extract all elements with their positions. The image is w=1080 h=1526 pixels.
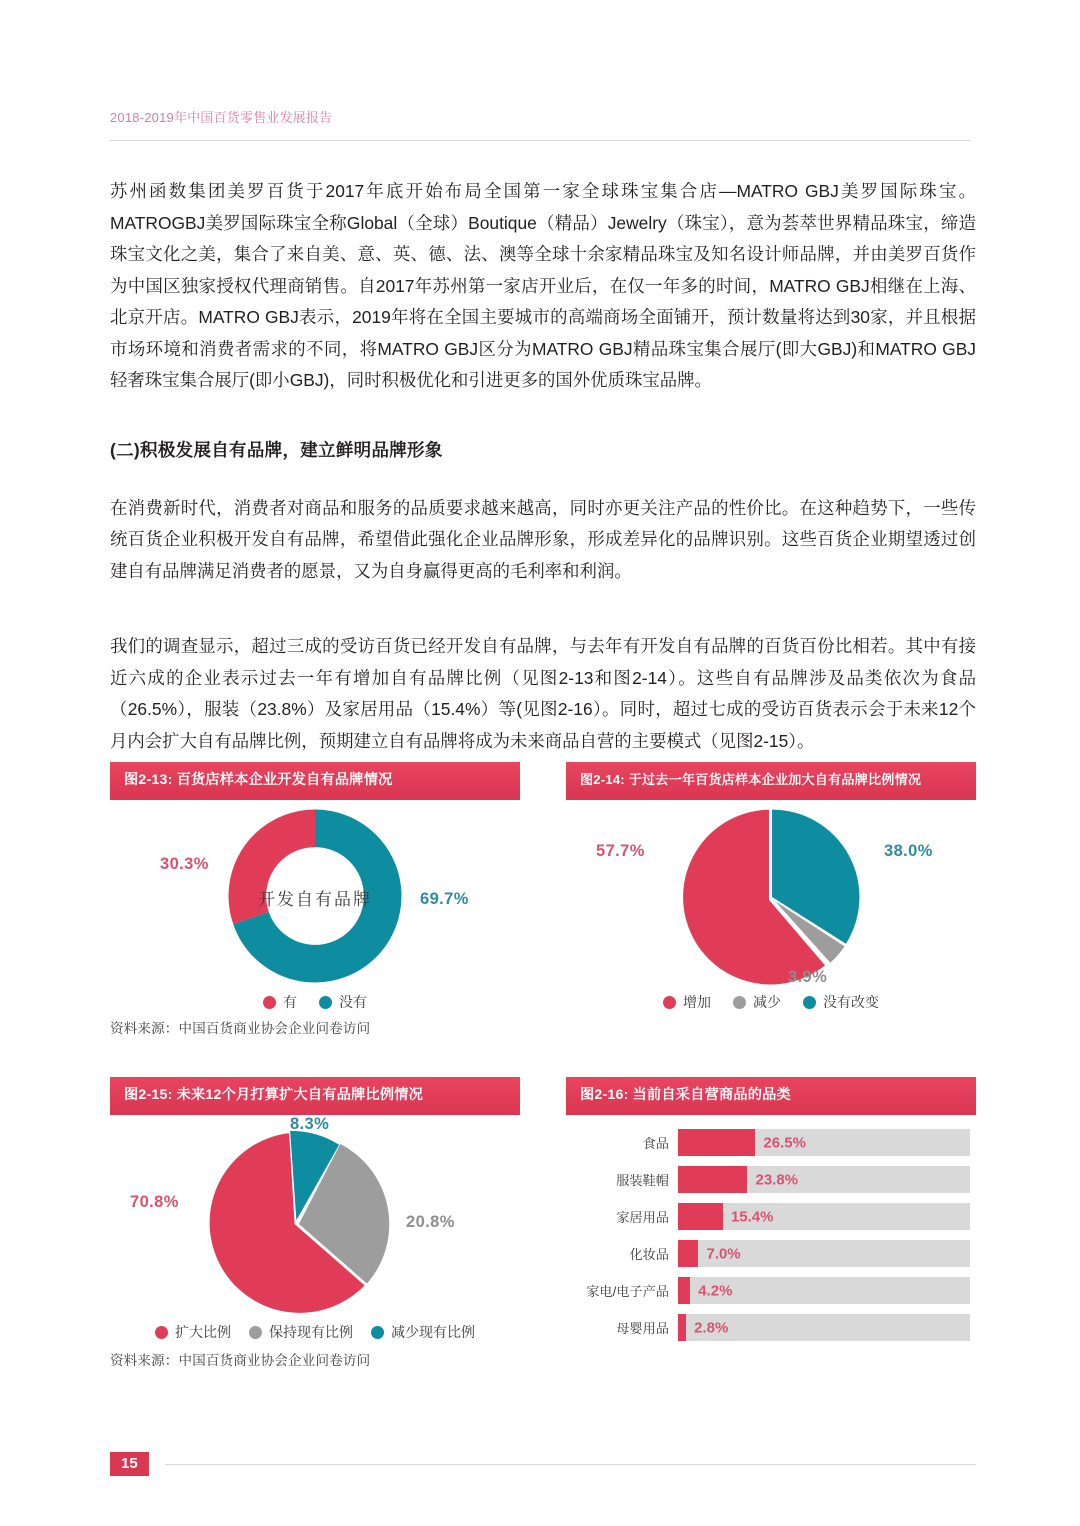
pct-label-expand: 70.8%: [130, 1193, 179, 1211]
legend-label: 减少: [753, 994, 781, 1010]
pie-chart-2-15: [110, 1115, 520, 1320]
legend-2-14: [566, 992, 976, 1012]
bar-chart-2-16: [566, 1115, 976, 1345]
pie-svg: [196, 1125, 396, 1321]
legend-item-no-change: [803, 992, 879, 1012]
figure-2-16: [566, 1077, 976, 1369]
legend-dot-icon: [371, 1326, 384, 1339]
bar-track: [678, 1240, 970, 1267]
pie-svg: [674, 802, 870, 992]
header-divider: [110, 140, 970, 141]
running-title: 2018-2019年中国百货零售业发展报告: [110, 110, 333, 125]
page-header: [110, 110, 970, 141]
figure-2-14-body: [566, 800, 976, 1015]
pct-label-yes: 30.3%: [160, 855, 209, 873]
bar-fill: [678, 1277, 690, 1304]
figure-2-16-body: [566, 1115, 976, 1347]
legend-dot-icon: [263, 996, 276, 1009]
bar-category-label: 化妆品: [629, 1247, 669, 1262]
pct-label-no-change: 38.0%: [884, 842, 933, 860]
bar-fill: [678, 1240, 698, 1267]
figures-grid: [110, 762, 976, 1369]
bar-track: [678, 1314, 970, 1341]
page-footer: [110, 1452, 976, 1476]
bar-fill: [678, 1314, 686, 1341]
bar-fill: [678, 1166, 747, 1193]
legend-dot-icon: [663, 996, 676, 1009]
legend-label: 没有改变: [823, 994, 879, 1010]
footer-divider: [165, 1464, 976, 1465]
figure-2-14-title: 图2-14: 于过去一年百货店样本企业加大自有品牌比例情况: [566, 762, 976, 800]
donut-center-label: 开发自有品牌: [258, 890, 372, 909]
bar-value-label: 23.8%: [755, 1171, 799, 1188]
bar-track: [678, 1277, 970, 1304]
paragraph-2: 在消费新时代，消费者对商品和服务的品质要求越来越高，同时亦更关注产品的性价比。在这种趋势下，一些传统百货企业积极开发自有品牌，希望借此强化企业品牌形象，形成差异化的品牌识别。这些百货企业期望透过创建自有品牌满足消费者的愿景，又为自身赢得更高的毛利率和利润。: [110, 497, 976, 581]
legend-2-13: [110, 992, 520, 1012]
pct-label-reduce: 8.3%: [290, 1115, 330, 1133]
legend-dot-icon: [733, 996, 746, 1009]
bar-category-label: 食品: [642, 1136, 669, 1151]
legend-item-maintain: [249, 1322, 353, 1342]
legend-dot-icon: [155, 1326, 168, 1339]
bar-value-label: 2.8%: [694, 1319, 729, 1336]
bar-track: [678, 1129, 970, 1156]
figure-2-15-title: 图2-15: 未来12个月打算扩大自有品牌比例情况: [110, 1077, 520, 1115]
figure-2-15-body: [110, 1115, 520, 1347]
figure-row-2: [110, 1077, 976, 1369]
pct-label-decrease: 3.9%: [788, 968, 828, 986]
legend-item-increase: [663, 992, 711, 1012]
bar-category-label: 服装鞋帽: [616, 1173, 669, 1188]
figure-2-16-title: 图2-16: 当前自采自营商品的品类: [566, 1077, 976, 1115]
bar-category-label: 家电/电子产品: [586, 1284, 669, 1299]
legend-item-expand: [155, 1322, 231, 1342]
bar-row: [566, 1240, 970, 1267]
pct-label-no: 69.7%: [420, 890, 469, 908]
bar-fill: [678, 1203, 723, 1230]
figure-2-13: [110, 762, 520, 1037]
bar-row: [566, 1277, 970, 1304]
legend-item-reduce: [371, 1322, 475, 1342]
bar-value-label: 26.5%: [763, 1134, 806, 1151]
figure-2-13-title: 图2-13: 百货店样本企业开发自有品牌情况: [110, 762, 520, 800]
pct-label-maintain: 20.8%: [406, 1213, 455, 1231]
bar-track: [678, 1203, 970, 1230]
bar-row: [566, 1129, 970, 1156]
legend-item-no: [319, 992, 367, 1012]
legend-item-decrease: [733, 992, 781, 1012]
bar-value-label: 7.0%: [706, 1245, 741, 1262]
bar-category-label: 母婴用品: [616, 1321, 669, 1336]
section-heading: (二)积极发展自有品牌，建立鲜明品牌形象: [110, 439, 443, 460]
bar-category-label: 家居用品: [616, 1210, 669, 1225]
legend-2-15: [110, 1322, 520, 1342]
paragraph-3: 我们的调查显示，超过三成的受访百货已经开发自有品牌，与去年有开发自有品牌的百货百份比相若。其中有接近六成的企业表示过去一年有增加自有品牌比例（见图2-13和图2-14）。这些自有品牌涉及品类依次为食品（26.5%），服装（23.8%）及家居用品（15.4%）等(见图2-16）。同时，超过七成的受访百货表示会于未来12个月内会扩大自有品牌比例，预期建立自有品牌将成为未来商品自营的主要模式（见图2-15）。: [110, 636, 976, 751]
pct-label-increase: 57.7%: [596, 842, 645, 860]
legend-label: 有: [283, 994, 297, 1010]
legend-label: 保持现有比例: [269, 1324, 353, 1340]
bar-row: [566, 1314, 970, 1341]
legend-dot-icon: [249, 1326, 262, 1339]
legend-item-yes: [263, 992, 297, 1012]
figure-row-1: [110, 762, 976, 1037]
page-number: 15: [110, 1452, 149, 1476]
body-column: [110, 176, 976, 757]
bar-fill: [678, 1129, 755, 1156]
legend-label: 扩大比例: [175, 1324, 231, 1340]
bar-row: [566, 1166, 970, 1193]
pie-chart-2-14: [566, 800, 976, 990]
legend-label: 增加: [683, 994, 711, 1010]
donut-chart-2-13: [110, 800, 520, 990]
legend-dot-icon: [803, 996, 816, 1009]
paragraph-1: 苏州函数集团美罗百货于2017年底开始布局全国第一家全球珠宝集合店—MATRO GBJ美罗国际珠宝。MATROGBJ美罗国际珠宝全称Global（全球）Boutique（精品）Jewelry（珠宝），意为荟萃世界精品珠宝，缔造珠宝文化之美，集合了来自美、意、英、德、法、澳等全球十余家精品珠宝及知名设计师品牌，并由美罗百货作为中国区独家授权代理商销售。自2017年苏州第一家店开业后，在仅一年多的时间，MATRO GBJ相继在上海、北京开店。MATRO GBJ表示，2019年将在全国主要城市的高端商场全面铺开，预计数量将达到30家，并且根据市场环境和消费者需求的不同，将MATRO GBJ区分为MATRO GBJ精品珠宝集合展厅(即大GBJ)和MATRO GBJ轻奢珠宝集合展厅(即小GBJ)，同时积极优化和引进更多的国外优质珠宝品牌。: [110, 181, 976, 390]
figure-2-13-source: 资料来源：中国百货商业协会企业问卷访问: [110, 1021, 371, 1036]
bar-track: [678, 1166, 970, 1193]
bar-row: [566, 1203, 970, 1230]
figure-2-13-body: [110, 800, 520, 1015]
figure-2-15: [110, 1077, 520, 1369]
figure-2-15-source: 资料来源：中国百货商业协会企业问卷访问: [110, 1353, 371, 1368]
legend-label: 没有: [339, 994, 367, 1010]
bar-value-label: 15.4%: [730, 1208, 774, 1225]
figure-2-14: [566, 762, 976, 1037]
legend-label: 减少现有比例: [391, 1324, 475, 1340]
legend-dot-icon: [319, 996, 332, 1009]
bar-value-label: 4.2%: [698, 1282, 733, 1299]
